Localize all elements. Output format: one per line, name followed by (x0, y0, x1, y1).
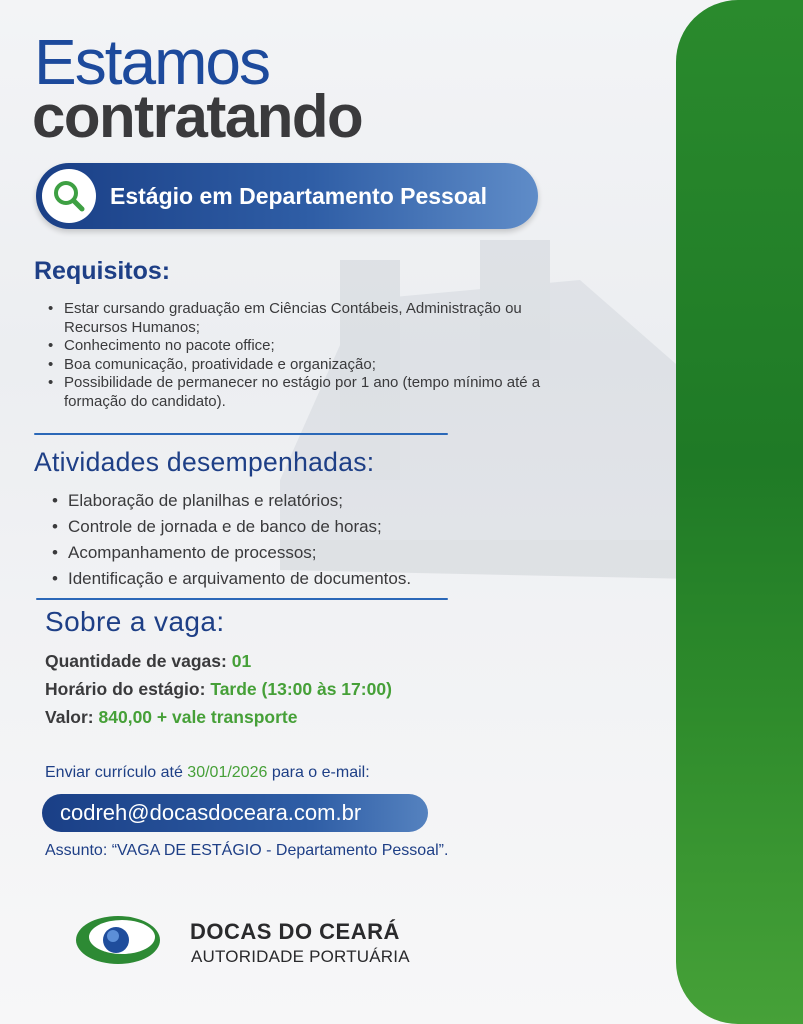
headline-line1: Estamos (34, 26, 269, 98)
salary-line (45, 707, 297, 728)
salary-label: Valor: (45, 707, 94, 727)
list-item: • Estar cursando graduação em Ciências Contábeis, Administração ou Recursos Humanos; (46, 300, 586, 337)
list-item: • Elaboração de planilhas e relatórios; (50, 488, 490, 514)
email-subject: Assunto: “VAGA DE ESTÁGIO - Departamento Pessoal”. (45, 842, 449, 859)
list-item: • Identificação e arquivamento de documentos. (50, 566, 490, 592)
list-item: • Possibilidade de permanecer no estágio por 1 ano (tempo mínimo até a formação do candidato). (46, 374, 586, 411)
schedule-label: Horário do estágio: (45, 679, 206, 699)
activities-heading: Atividades desempenhadas: (34, 447, 375, 477)
deadline-date: 30/01/2026 (187, 764, 268, 781)
divider (36, 598, 448, 600)
list-item: • Controle de jornada e de banco de horas; (50, 514, 490, 540)
schedule-value: Tarde (13:00 às 17:00) (210, 679, 392, 699)
requirements-heading: Requisitos: (34, 257, 171, 285)
brand-tagline: AUTORIDADE PORTUÁRIA (191, 947, 410, 966)
position-banner (36, 163, 538, 229)
list-item: • Conhecimento no pacote office; (46, 337, 586, 356)
docas-logo-icon (74, 912, 162, 968)
vacancies-line (45, 651, 251, 672)
green-side-panel (676, 0, 803, 1024)
divider (34, 433, 448, 435)
position-title: Estágio em Departamento Pessoal (110, 183, 488, 209)
vacancies-value: 01 (231, 651, 252, 671)
search-icon (51, 178, 87, 214)
vacancies-label: Quantidade de vagas: (45, 651, 227, 671)
schedule-line (45, 679, 392, 700)
search-icon-badge (42, 169, 96, 223)
email-address[interactable]: codreh@docasdoceara.com.br (42, 794, 428, 832)
activities-list (50, 488, 490, 592)
brand-name: DOCAS DO CEARÁ (190, 919, 400, 944)
headline-line2: contratando (32, 83, 363, 150)
send-instructions (45, 764, 370, 782)
requirements-list (46, 300, 586, 411)
send-suffix: para o e-mail: (271, 764, 370, 781)
salary-value: 840,00 + vale transporte (98, 707, 298, 727)
send-prefix: Enviar currículo até (45, 764, 183, 781)
about-heading: Sobre a vaga: (45, 606, 225, 637)
list-item: • Acompanhamento de processos; (50, 540, 490, 566)
list-item: • Boa comunicação, proatividade e organização; (46, 356, 586, 375)
